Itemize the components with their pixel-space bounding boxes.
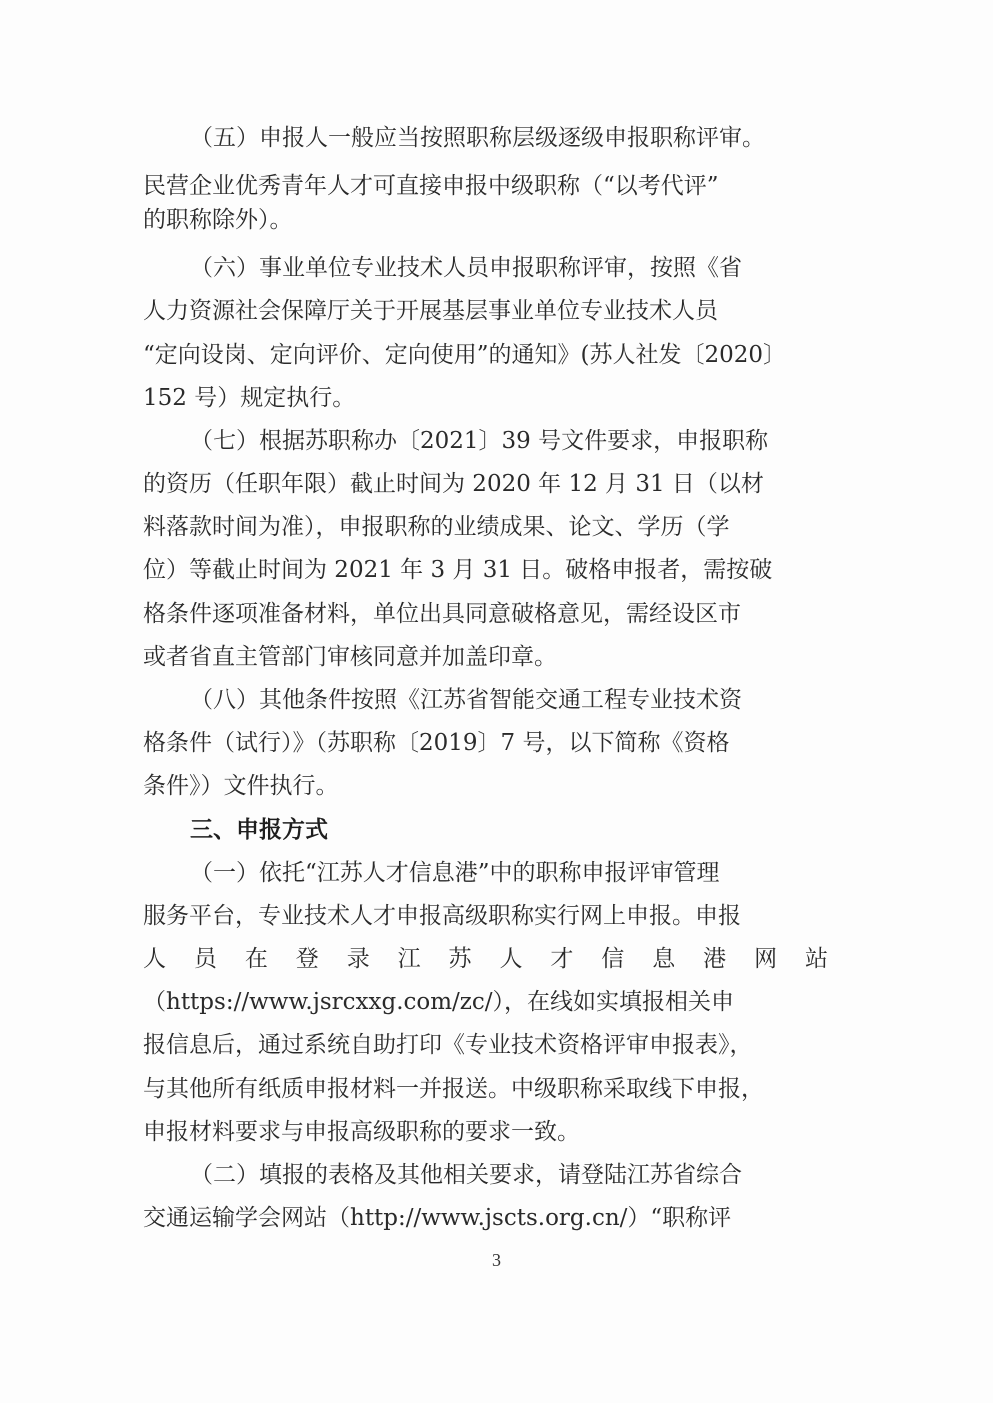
paragraph-8-line-3: 条件》）文件执行。: [143, 773, 339, 799]
paragraph-6-line-1: （六）事业单位专业技术人员申报职称评审，按照《省: [190, 255, 742, 281]
method-1-line-5: 报信息后，通过系统自助打印《专业技术资格评审申报表》，: [143, 1032, 753, 1058]
paragraph-8-line-1: （八）其他条件按照《江苏省智能交通工程专业技术资: [190, 687, 742, 713]
section-heading: 三、申报方式: [190, 817, 328, 843]
method-2-line-1: （二）填报的表格及其他相关要求，请登陆江苏省综合: [190, 1162, 742, 1188]
method-1-line-3: 人 员 在 登 录 江 苏 人 才 信 息 港 网 站: [143, 946, 828, 972]
paragraph-6-line-4: 152 号）规定执行。: [143, 385, 356, 411]
paragraph-7-line-6: 或者省直主管部门审核同意并加盖印章。: [143, 644, 557, 670]
paragraph-8-line-2: 格条件（试行）》（苏职称〔2019〕7 号，以下简称《资格: [143, 730, 730, 756]
paragraph-7-line-5: 格条件逐项准备材料，单位出具同意破格意见，需经设区市: [143, 601, 741, 627]
method-1-line-1: （一）依托“江苏人才信息港”中的职称申报评审管理: [190, 860, 720, 886]
paragraph-5-line-1: （五）申报人一般应当按照职称层级逐级申报职称评审。: [190, 125, 765, 151]
paragraph-5-line-3: 的职称除外）。: [143, 207, 293, 233]
paragraph-7-line-2: 的资历（任职年限）截止时间为 2020 年 12 月 31 日（以材: [143, 471, 764, 497]
paragraph-6-line-2: 人力资源社会保障厅关于开展基层事业单位专业技术人员: [143, 298, 718, 324]
paragraph-7-line-3: 料落款时间为准），申报职称的业绩成果、论文、学历（学: [143, 514, 730, 540]
page-number: 3: [492, 1250, 501, 1270]
method-1-line-2: 服务平台，专业技术人才申报高级职称实行网上申报。申报: [143, 903, 741, 929]
paragraph-5-line-2: 民营企业优秀青年人才可直接申报中级职称（“以考代评”: [143, 173, 719, 199]
method-1-line-7: 申报材料要求与申报高级职称的要求一致。: [143, 1119, 580, 1145]
method-2-line-2: 交通运输学会网站（http://www.jscts.org.cn/）“职称评: [143, 1205, 732, 1231]
paragraph-7-line-4: 位）等截止时间为 2021 年 3 月 31 日。破格申报者，需按破: [143, 557, 773, 583]
paragraph-6-line-3: “定向设岗、定向评价、定向使用”的通知》(苏人社发〔2020〕: [143, 342, 787, 368]
method-1-line-6: 与其他所有纸质申报材料一并报送。中级职称采取线下申报，: [143, 1076, 764, 1102]
method-1-line-4: （https://www.jsrcxxg.com/zc/），在线如实填报相关申: [143, 989, 735, 1015]
paragraph-7-line-1: （七）根据苏职称办〔2021〕39 号文件要求，申报职称: [190, 428, 769, 454]
